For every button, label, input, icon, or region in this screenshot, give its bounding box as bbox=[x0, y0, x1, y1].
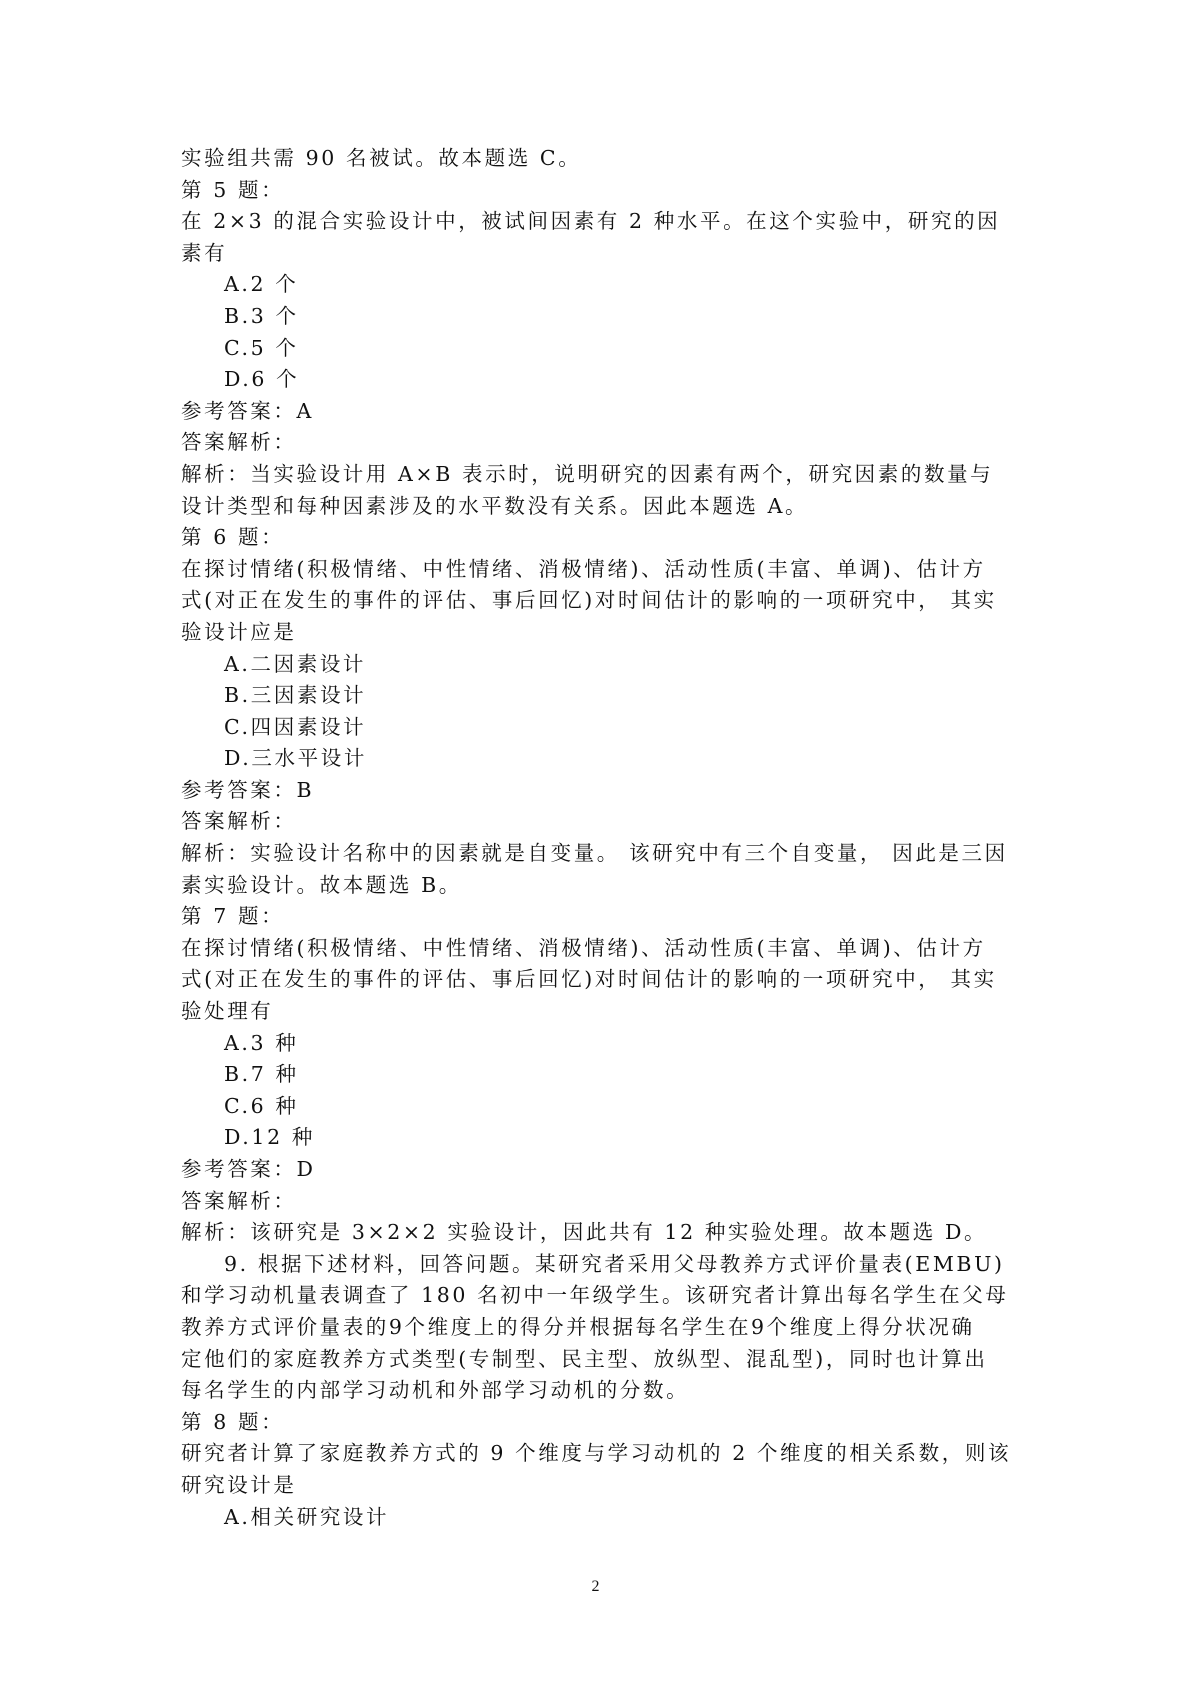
option-line: A.2 个 bbox=[224, 272, 299, 297]
text-line: 第 8 题： bbox=[181, 1409, 285, 1434]
text-line: 解析：当实验设计用 A×B 表示时，说明研究的因素有两个，研究因素的数量与 bbox=[181, 461, 994, 486]
text-line: 答案解析： bbox=[181, 430, 297, 455]
text-line: 在探讨情绪(积极情绪、中性情绪、消极情绪)、活动性质(丰富、单调)、估计方 bbox=[181, 935, 986, 960]
option-line: C.5 个 bbox=[224, 335, 299, 360]
text-line: 素有 bbox=[181, 240, 228, 265]
text-line: 在探讨情绪(积极情绪、中性情绪、消极情绪)、活动性质(丰富、单调)、估计方 bbox=[181, 556, 986, 581]
text-line: 设计类型和每种因素涉及的水平数没有关系。因此本题选 A。 bbox=[181, 493, 809, 518]
page-number: 2 bbox=[591, 1578, 600, 1595]
text-line: 第 5 题： bbox=[181, 177, 285, 202]
option-line: C.四因素设计 bbox=[224, 714, 367, 739]
text-line: 参考答案：D bbox=[181, 1157, 316, 1181]
text-line: 参考答案：A bbox=[181, 398, 314, 423]
option-line: B.7 种 bbox=[224, 1062, 299, 1087]
text-line: 研究者计算了家庭教养方式的 9 个维度与学习动机的 2 个维度的相关系数，则该 bbox=[181, 1441, 1012, 1466]
text-line: 在 2×3 的混合实验设计中，被试间因素有 2 种水平。在这个实验中，研究的因 bbox=[181, 209, 1001, 234]
text-line: 教养方式评价量表的9个维度上的得分并根据每名学生在9个维度上得分状况确 bbox=[181, 1314, 975, 1339]
text-line: 解析：实验设计名称中的因素就是自变量。 该研究中有三个自变量， 因此是三因 bbox=[181, 841, 1008, 866]
text-line: 定他们的家庭教养方式类型(专制型、民主型、放纵型、混乱型)，同时也计算出 bbox=[181, 1346, 988, 1371]
text-line: 第 7 题： bbox=[181, 904, 285, 929]
text-line: 研究设计是 bbox=[181, 1472, 297, 1497]
option-line: D.6 个 bbox=[224, 367, 300, 392]
text-line: 第 6 题： bbox=[181, 525, 285, 550]
option-line: A.相关研究设计 bbox=[224, 1504, 390, 1529]
page-content bbox=[181, 143, 1011, 1533]
option-line: A.二因素设计 bbox=[224, 651, 367, 676]
text-line: 素实验设计。故本题选 B。 bbox=[181, 872, 462, 897]
paragraph-first-line: 9. 根据下述材料，回答问题。某研究者采用父母教养方式评价量表(EMBU) bbox=[224, 1251, 1005, 1276]
text-line: 式(对正在发生的事件的评估、事后回忆)对时间估计的影响的一项研究中， 其实 bbox=[181, 588, 997, 613]
option-line: B.三因素设计 bbox=[224, 683, 367, 708]
option-line: B.3 个 bbox=[224, 303, 299, 328]
text-line: 验处理有 bbox=[181, 999, 274, 1024]
option-line: C.6 种 bbox=[224, 1093, 299, 1118]
option-line: D.12 种 bbox=[224, 1125, 315, 1150]
text-line: 验设计应是 bbox=[181, 619, 297, 644]
text-line: 答案解析： bbox=[181, 1188, 297, 1213]
text-line: 解析：该研究是 3×2×2 实验设计，因此共有 12 种实验处理。故本题选 D。 bbox=[181, 1220, 988, 1245]
text-line: 参考答案：B bbox=[181, 777, 315, 802]
option-line: A.3 种 bbox=[224, 1030, 299, 1055]
text-line: 式(对正在发生的事件的评估、事后回忆)对时间估计的影响的一项研究中， 其实 bbox=[181, 967, 997, 992]
text-line: 每名学生的内部学习动机和外部学习动机的分数。 bbox=[181, 1378, 690, 1403]
text-line: 实验组共需 90 名被试。故本题选 C。 bbox=[181, 146, 582, 170]
option-line: D.三水平设计 bbox=[224, 746, 367, 771]
text-line: 答案解析： bbox=[181, 809, 297, 834]
text-line: 和学习动机量表调查了 180 名初中一年级学生。该研究者计算出每名学生在父母 bbox=[181, 1283, 1009, 1308]
